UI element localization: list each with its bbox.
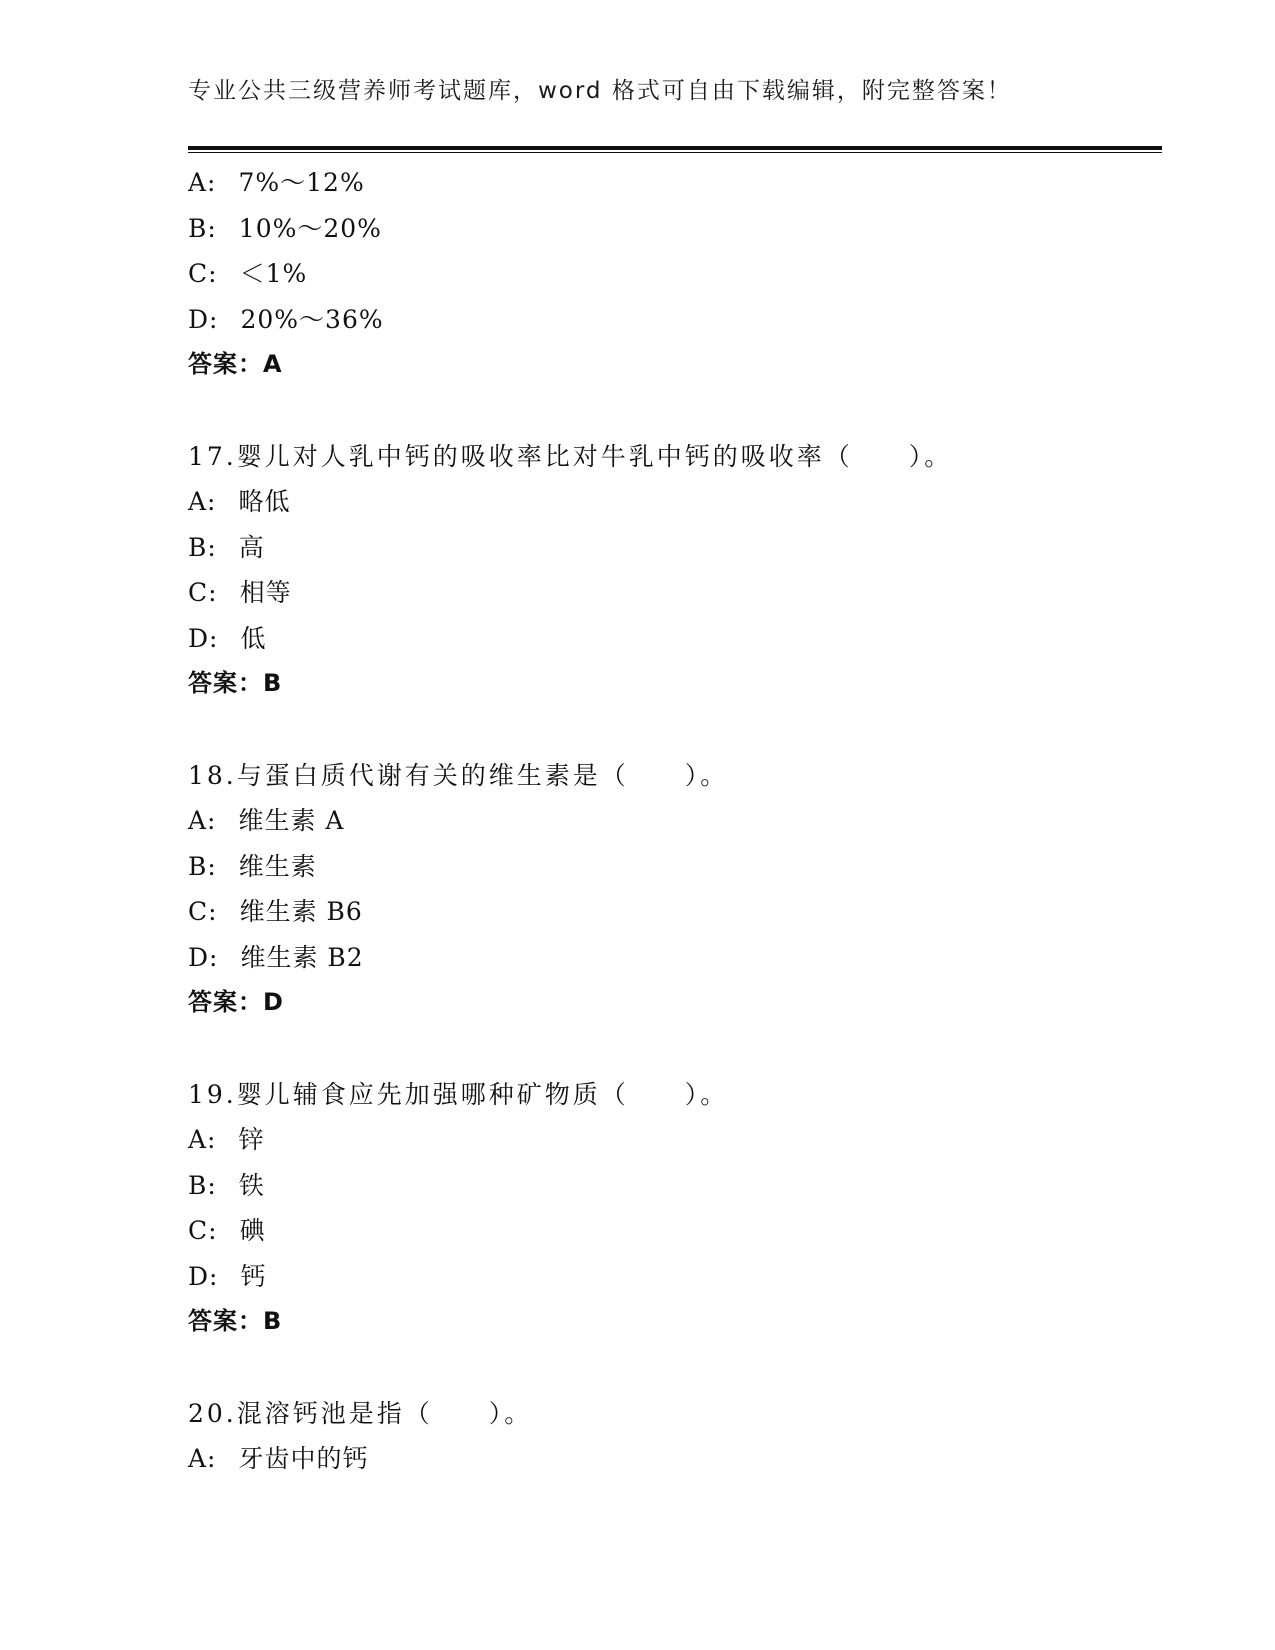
option-a: A: 维生素 A (188, 806, 345, 835)
option-a: A: 7%～12% (188, 168, 365, 197)
header-rule-thin (188, 152, 1162, 153)
header-note: 专业公共三级营养师考试题库，word 格式可自由下载编辑，附完整答案！ (188, 78, 1012, 104)
answer-label: 答案：D (188, 988, 284, 1016)
option-c: C: 碘 (188, 1216, 266, 1245)
question-20 (188, 1391, 1148, 1482)
header-rule-thick (188, 146, 1162, 150)
question-19 (188, 1072, 1148, 1345)
answer-label: 答案：B (188, 669, 283, 697)
answer-label: 答案：A (188, 350, 283, 378)
question-stem: 20.混溶钙池是指（ ）。 (188, 1398, 533, 1428)
option-b: B: 高 (188, 532, 265, 562)
option-c: C: 相等 (188, 578, 292, 607)
option-b: B: 维生素 (188, 851, 317, 881)
option-a: A: 牙齿中的钙 (188, 1444, 369, 1473)
option-b: B: 铁 (188, 1170, 265, 1200)
option-d: D: 低 (188, 623, 267, 653)
option-c: C: ＜1% (188, 259, 308, 288)
option-c: C: 维生素 B6 (188, 897, 363, 926)
option-d: D: 维生素 B2 (188, 942, 364, 972)
question-17 (188, 434, 1148, 707)
option-a: A: 略低 (188, 487, 291, 516)
question-stem: 18.与蛋白质代谢有关的维生素是（ ）。 (188, 760, 729, 790)
question-16-continued (188, 160, 1148, 388)
option-a: A: 锌 (188, 1125, 265, 1154)
question-stem: 19.婴儿辅食应先加强哪种矿物质（ ）。 (188, 1079, 729, 1109)
option-d: D: 钙 (188, 1261, 267, 1291)
question-18 (188, 753, 1148, 1026)
question-list (188, 160, 1148, 1482)
answer-label: 答案：B (188, 1307, 283, 1335)
question-stem: 17.婴儿对人乳中钙的吸收率比对牛乳中钙的吸收率（ ）。 (188, 441, 953, 471)
option-d: D: 20%～36% (188, 304, 384, 334)
option-b: B: 10%～20% (188, 213, 382, 243)
